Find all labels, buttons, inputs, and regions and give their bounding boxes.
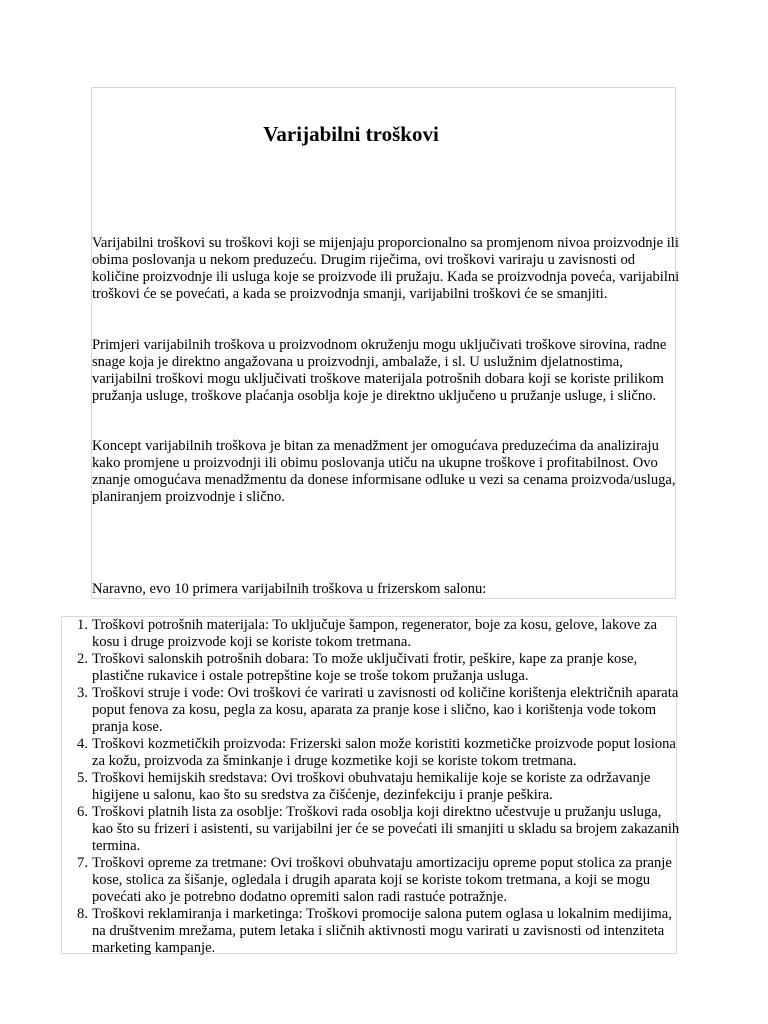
- list-item-number: 5.: [77, 770, 88, 786]
- list-item-number: 7.: [77, 855, 88, 871]
- paragraph-concept: Koncept varijabilnih troškova je bitan za menadžment jer omogućava preduzećima da analiziraju kako promjene u proizvodnji ili obimu poslovanja utiču na ukupne troškove i profitabilnost. Ovo znanje omogućava menadžmentu da donese informisane odluke u vezi sa cenama proizvoda/usluga, planiranjem proizvodnje i slično.: [92, 438, 676, 505]
- document-title: Varijabilni troškovi: [263, 122, 439, 146]
- list-item-number: 6.: [77, 804, 88, 820]
- list-item-number: 2.: [77, 651, 88, 667]
- list-item-text: Troškovi salonskih potrošnih dobara: To može uključivati frotir, peškire, kape za pranje kose, plastične rukavice i ostale potrepštine koje se troše tokom pružanja usluga.: [92, 651, 638, 684]
- list-item: [77, 617, 682, 651]
- list-item-text: Troškovi kozmetičkih proizvoda: Frizerski salon može koristiti kozmetičke proizvode poput losiona za kožu, proizvoda za šminkanje i druge kozmetike koji se koriste tokom tretmana.: [92, 736, 676, 769]
- list-item-text: Troškovi platnih lista za osoblje: Troškovi rada osoblja koji direktno učestvuje u pružanju usluga, kao što su frizeri i asistenti, su varijabilni jer će se povećati ili smanjiti u skladu sa brojem zakazanih termina.: [92, 804, 680, 854]
- list-item-text: Troškovi potrošnih materijala: To uključuje šampon, regenerator, boje za kosu, gelove, lakove za kosu i druge proizvode koji se koriste tokom tretmana.: [92, 617, 657, 650]
- cost-examples-list: [77, 617, 682, 957]
- paragraph-list-intro: Naravno, evo 10 primera varijabilnih troškova u frizerskom salonu:: [92, 581, 487, 597]
- list-item: [77, 651, 682, 685]
- list-item-text: Troškovi hemijskih sredstava: Ovi troškovi obuhvataju hemikalije koje se koriste za održavanje higijene u salonu, kao što su sredstva za čišćenje, dezinfekciju i pranje peškira.: [92, 770, 651, 803]
- paragraph-definition: Varijabilni troškovi su troškovi koji se mijenjaju proporcionalno sa promjenom nivoa proizvodnje ili obima poslovanja u nekom preduzeću. Drugim riječima, ovi troškovi variraju u zavisnosti od količine proizvodnje ili usluga koje se proizvode ili pružaju. Kada se proizvodnja poveća, varijabilni troškovi će se povećati, a kada se proizvodnja smanji, varijabilni troškovi će se smanjiti.: [92, 235, 680, 302]
- list-item: [77, 736, 682, 770]
- list-item: [77, 855, 682, 906]
- list-item-number: 4.: [77, 736, 88, 752]
- list-item-number: 3.: [77, 685, 88, 701]
- list-item: [77, 685, 682, 736]
- list-item-text: Troškovi struje i vode: Ovi troškovi će varirati u zavisnosti od količine korištenja električnih aparata poput fenova za kosu, pegla za kosu, aparata za pranje kose i slično, kao i korištenja vode tokom pranja kose.: [92, 685, 679, 735]
- list-item: [77, 804, 682, 855]
- list-item-number: 1.: [77, 617, 88, 633]
- list-item-text: Troškovi opreme za tretmane: Ovi troškovi obuhvataju amortizaciju opreme poput stolica za pranje kose, stolica za šišanje, ogledala i drugih aparata koji se koriste tokom tretmana, a koji se mogu povećati ako je potrebno dodatno opremiti salon radi rastuće potražnje.: [92, 855, 672, 905]
- list-item-number: 8.: [77, 906, 88, 922]
- list-item: [77, 906, 682, 957]
- list-item-text: Troškovi reklamiranja i marketinga: Troškovi promocije salona putem oglasa u lokalnim medijima, na društvenim mrežama, putem letaka i sličnih aktivnosti mogu varirati u zavisnosti od intenziteta marketing kampanje.: [92, 906, 672, 956]
- paragraph-examples: Primjeri varijabilnih troškova u proizvodnom okruženju mogu uključivati troškove sirovina, radne snage koja je direktno angažovana u proizvodnji, ambalaže, i sl. U uslužnim djelatnostima, varijabilni troškovi mogu uključivati troškove materijala potrošnih dobara koji se koriste prilikom pružanja usluge, troškove plaćanja osoblja koje je direktno uključeno u pružanje usluge, i slično.: [92, 337, 667, 404]
- list-item: [77, 770, 682, 804]
